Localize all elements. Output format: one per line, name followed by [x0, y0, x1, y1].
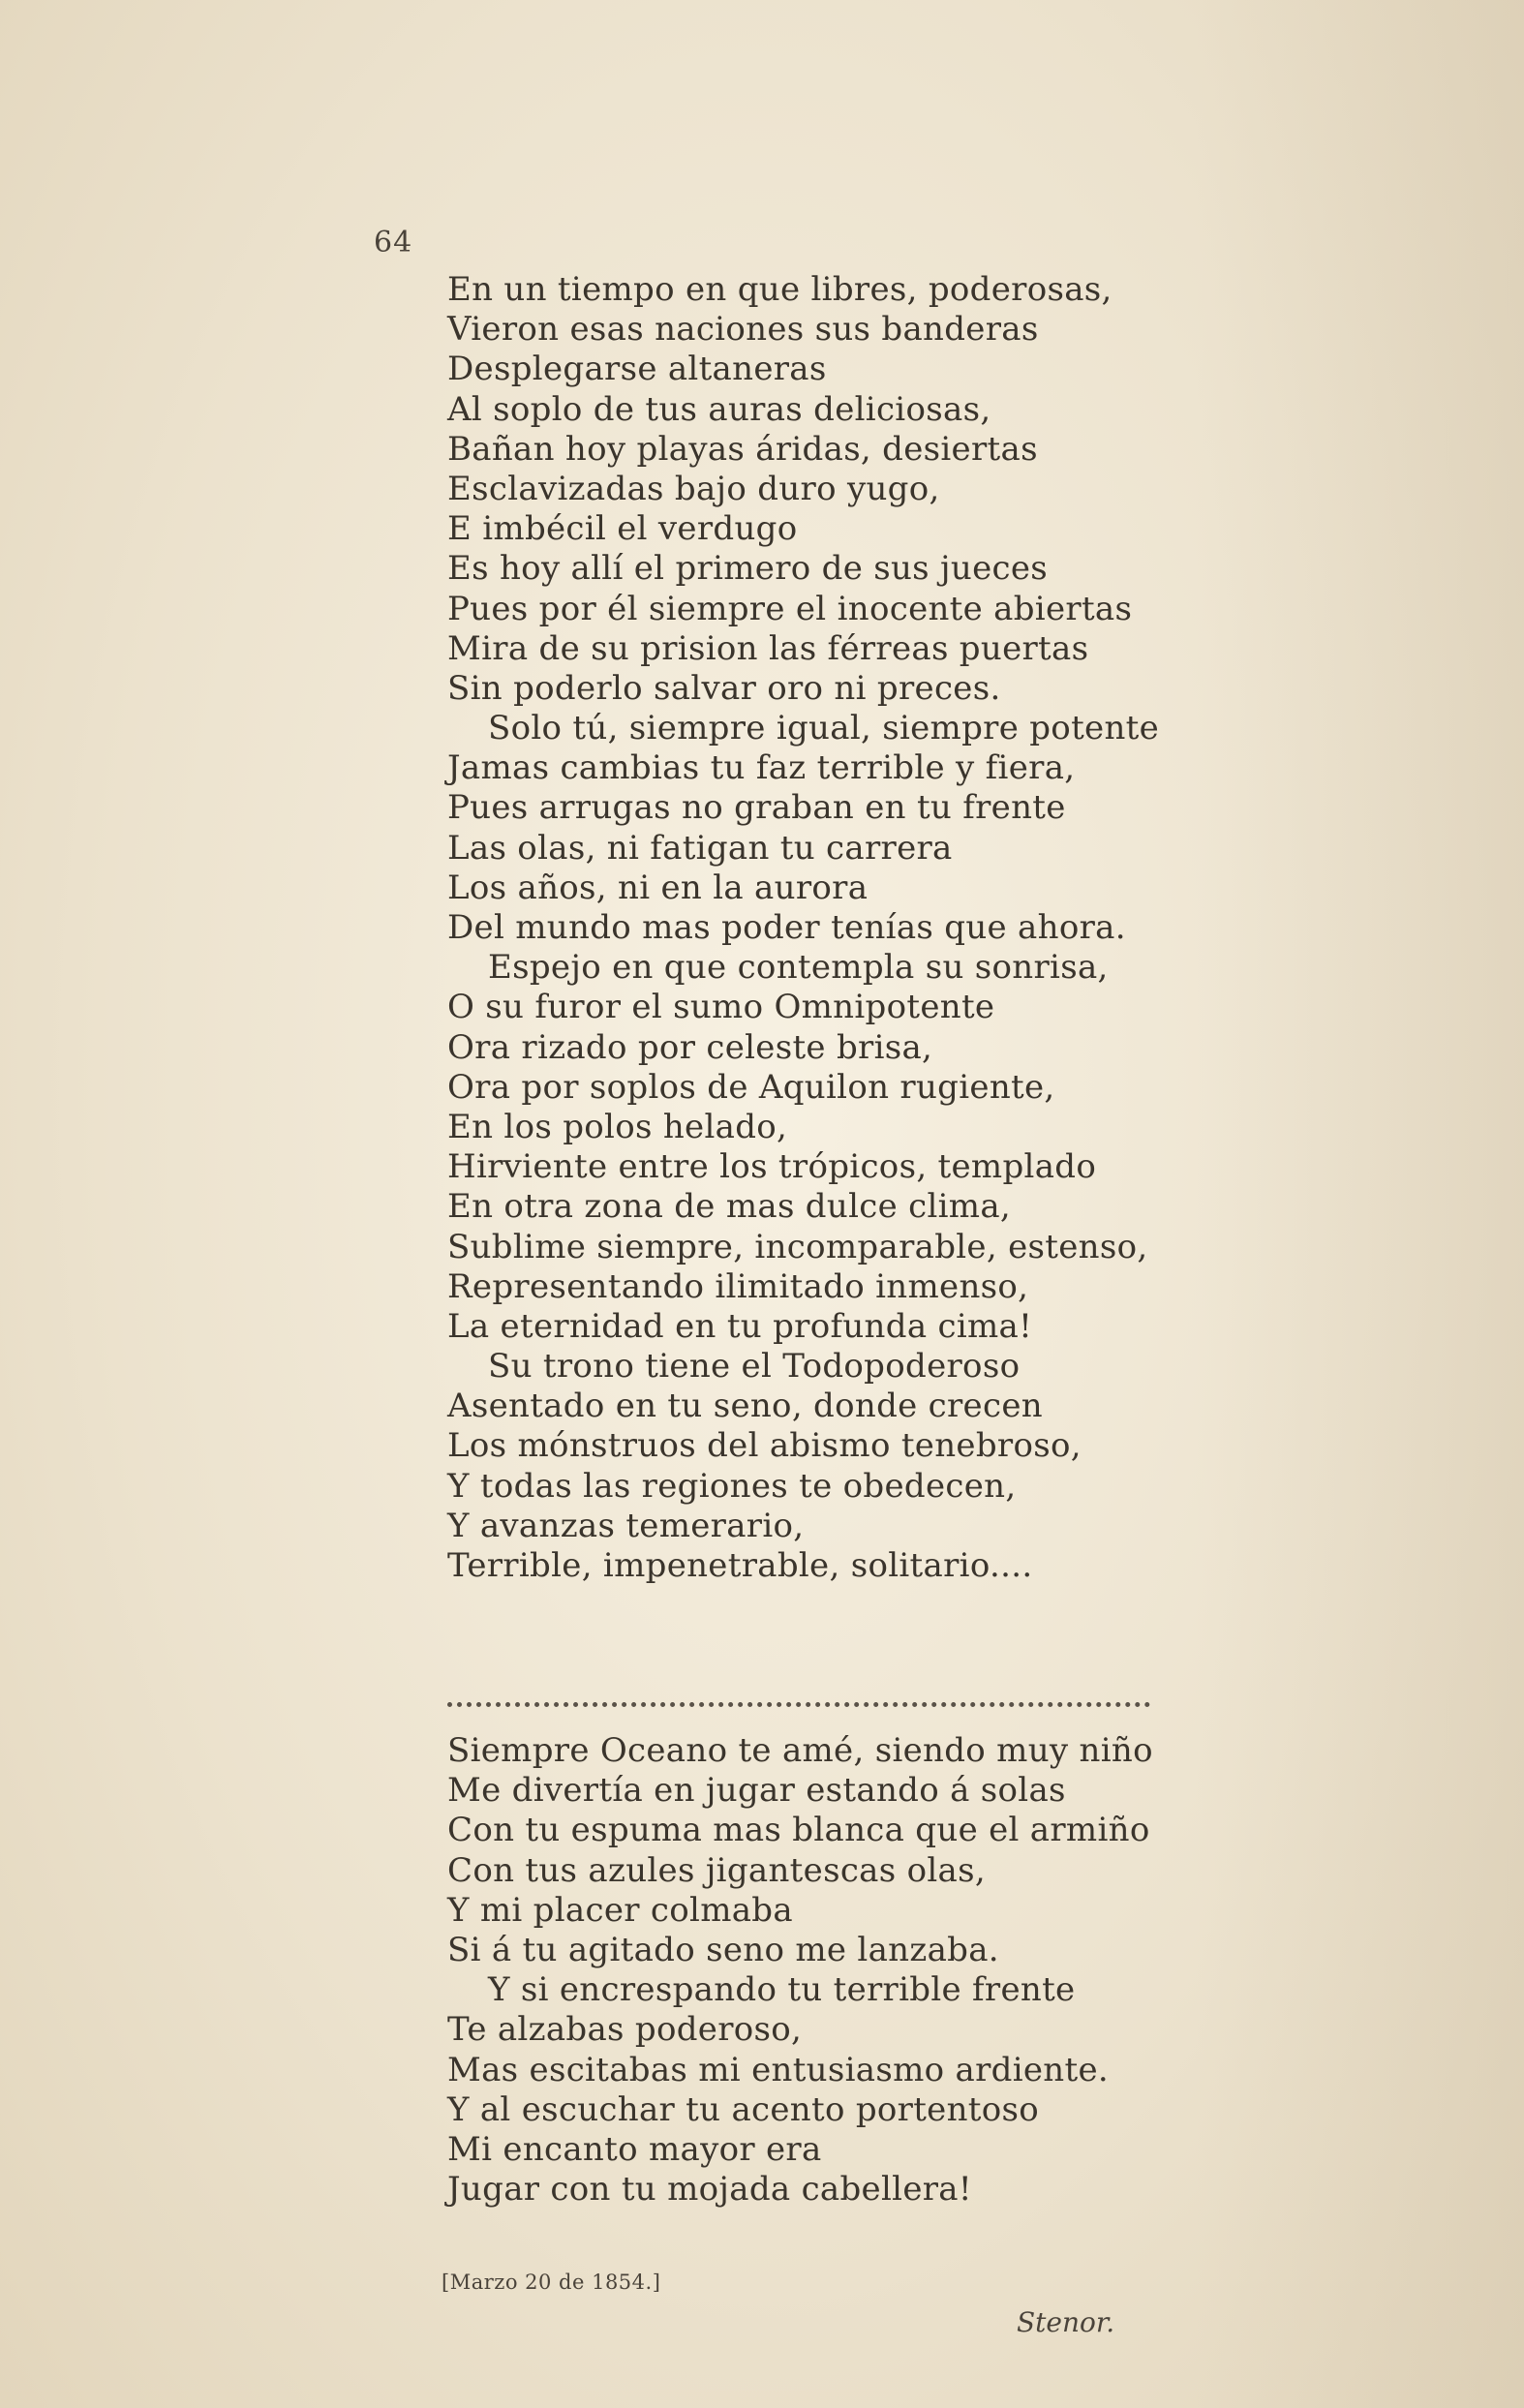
verse-line: Las olas, ni fatigan tu carrera	[447, 828, 953, 868]
verse-line: Espejo en que contempla su sonrisa,	[488, 948, 1109, 988]
poem-date: [Marzo 20 de 1854.]	[442, 2271, 661, 2294]
verse-line: Ora rizado por celeste brisa,	[447, 1027, 933, 1067]
verse-line: Los años, ni en la aurora	[447, 868, 869, 907]
verse-line: Sin poderlo salvar oro ni preces.	[447, 668, 1001, 708]
verse-line: Vieron esas naciones sus banderas	[447, 310, 1039, 350]
verse-line: Siempre Oceano te amé, siendo muy niño	[447, 1731, 1153, 1770]
verse-line: E imbécil el verdugo	[447, 509, 798, 549]
verse-line: Y mi placer colmaba	[447, 1890, 793, 1930]
verse-line: Con tus azules jigantescas olas,	[447, 1850, 986, 1890]
verse-line: Al soplo de tus auras deliciosas,	[447, 389, 991, 429]
verse-line: Del mundo mas poder tenías que ahora.	[447, 908, 1126, 947]
verse-line: Representando ilimitado inmenso,	[447, 1266, 1029, 1306]
page-number: 64	[374, 226, 413, 259]
verse-line: Y avanzas temerario,	[447, 1506, 805, 1545]
verse-line: Y todas las regiones te obedecen,	[447, 1466, 1017, 1506]
verse-line: Asentado en tu seno, donde crecen	[447, 1387, 1043, 1426]
author-signature: Stenor.	[1017, 2306, 1115, 2338]
verse-line: Mira de su prision las férreas puertas	[447, 628, 1089, 668]
verse-line: Los mónstruos del abismo tenebroso,	[447, 1426, 1082, 1466]
verse-line: Esclavizadas bajo duro yugo,	[447, 469, 940, 508]
verse-line: Es hoy allí el primero de sus jueces	[447, 549, 1049, 589]
verse-line: Y si encrespando tu terrible frente	[488, 1970, 1076, 2010]
verse-line: Ora por soplos de Aquilon rugiente,	[447, 1067, 1055, 1107]
verse-line: Su trono tiene el Todopoderoso	[488, 1347, 1021, 1387]
verse-line: En otra zona de mas dulce clima,	[447, 1187, 1012, 1227]
verse-line: Hirviente entre los trópicos, templado	[447, 1147, 1097, 1187]
verse-line: Si á tu agitado seno me lanzaba.	[447, 1930, 999, 1969]
dotted-separator	[447, 1702, 1150, 1719]
verse-line: Con tu espuma mas blanca que el armiño	[447, 1811, 1150, 1850]
verse-line: Desplegarse altaneras	[447, 350, 827, 389]
verse-line: Terrible, impenetrable, solitario....	[447, 1546, 1033, 1585]
verse-line: Pues por él siempre el inocente abiertas	[447, 589, 1133, 628]
verse-line: Bañan hoy playas áridas, desiertas	[447, 429, 1038, 469]
verse-line: O su furor el sumo Omnipotente	[447, 988, 995, 1027]
verse-line: Y al escuchar tu acento portentoso	[447, 2089, 1040, 2129]
verse-line: Mas escitabas mi entusiasmo ardiente.	[447, 2050, 1109, 2089]
verse-line: Jugar con tu mojada cabellera!	[447, 2170, 972, 2210]
verse-line: Te alzabas poderoso,	[447, 2010, 803, 2050]
verse-line: Jamas cambias tu faz terrible y fiera,	[447, 748, 1076, 788]
verse-line: Mi encanto mayor era	[447, 2129, 822, 2169]
poem-stanza-1	[447, 270, 1416, 1586]
verse-line: Me divertía en jugar estando á solas	[447, 1771, 1066, 1811]
verse-line: En un tiempo en que libres, poderosas,	[447, 270, 1113, 309]
verse-line: Solo tú, siempre igual, siempre potente	[488, 709, 1160, 748]
verse-line: En los polos helado,	[447, 1107, 788, 1146]
verse-line: Pues arrugas no graban en tu frente	[447, 788, 1066, 828]
verse-line: Sublime siempre, incomparable, estenso,	[447, 1227, 1148, 1266]
verse-line: La eternidad en tu profunda cima!	[447, 1306, 1033, 1346]
poem-stanza-2	[447, 1731, 1416, 2210]
